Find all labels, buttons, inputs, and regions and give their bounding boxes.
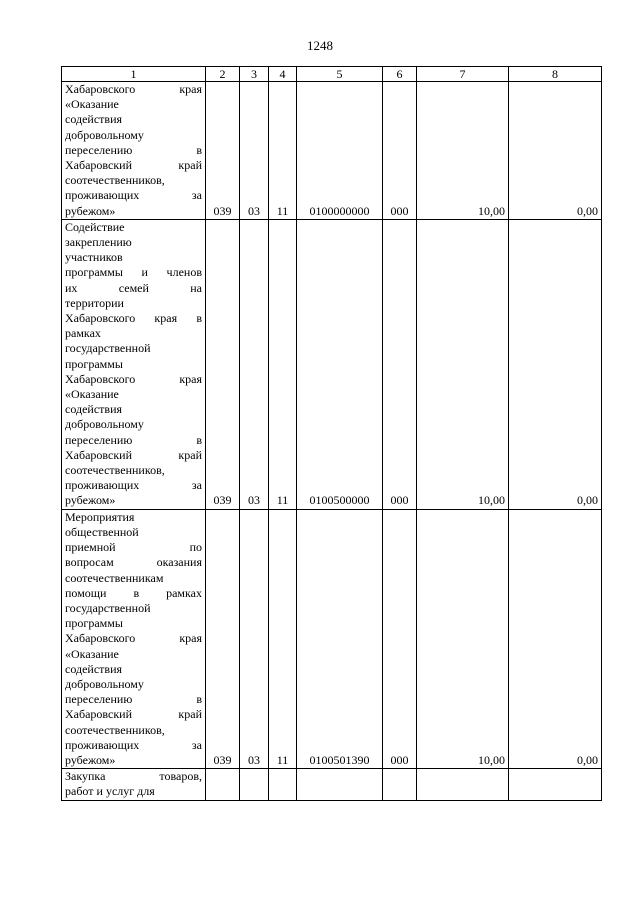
- row-name-line: Содействие: [65, 219, 125, 234]
- row-name-line: общественной: [65, 524, 139, 539]
- row-name-line: Хабаровского края: [65, 371, 202, 386]
- column-header-4: 4: [269, 67, 297, 82]
- row-name-line: проживающих за: [65, 478, 202, 493]
- row-name-line: рамках: [65, 326, 101, 341]
- row-name-line: добровольному: [65, 127, 144, 142]
- row-amount-1: 10,00: [417, 82, 509, 220]
- row-code-target: 0100000000: [297, 82, 383, 220]
- row-name-line: программы: [65, 616, 123, 631]
- row-name-cell: [62, 769, 206, 800]
- row-name-line: Закупка товаров,: [65, 769, 202, 784]
- row-name-lines: [65, 510, 202, 768]
- row-name-lines: [65, 769, 202, 799]
- row-name-line: Хабаровский край: [65, 447, 202, 462]
- row-name-line: помощи в рамках: [65, 585, 202, 600]
- row-name-line: проживающих за: [65, 737, 202, 752]
- row-code-target: 0100501390: [297, 509, 383, 768]
- row-name-line: рубежом»: [65, 493, 116, 508]
- column-header-2: 2: [206, 67, 240, 82]
- row-amount-1: 10,00: [417, 509, 509, 768]
- column-header-8: 8: [509, 67, 602, 82]
- row-empty-cell: [206, 769, 240, 800]
- row-code-subsection: 11: [269, 82, 297, 220]
- row-code-admin: 039: [206, 82, 240, 220]
- row-code-subsection: 11: [269, 509, 297, 768]
- row-name-line: переселению в: [65, 692, 202, 707]
- row-name-line: программы: [65, 356, 123, 371]
- row-code-section: 03: [240, 219, 269, 509]
- row-name-line: Хабаровский край: [65, 158, 202, 173]
- row-name-line: территории: [65, 295, 124, 310]
- column-header-1: 1: [62, 67, 206, 82]
- row-name-lines: [65, 220, 202, 509]
- row-name-line: проживающих за: [65, 188, 202, 203]
- row-name-line: закреплению: [65, 235, 132, 250]
- row-name-line: «Оказание: [65, 387, 119, 402]
- row-code-expense-type: 000: [383, 82, 417, 220]
- row-name-line: их семей на: [65, 280, 202, 295]
- row-name-line: добровольному: [65, 417, 144, 432]
- row-code-expense-type: 000: [383, 219, 417, 509]
- table-row: [62, 219, 602, 509]
- row-name-line: содействия: [65, 112, 123, 127]
- row-name-line: содействия: [65, 661, 123, 676]
- row-empty-cell: [417, 769, 509, 800]
- row-name-line: рубежом»: [65, 752, 116, 767]
- row-empty-cell: [297, 769, 383, 800]
- row-name-lines: [65, 82, 202, 219]
- row-amount-2: 0,00: [509, 509, 602, 768]
- row-name-line: государственной: [65, 600, 151, 615]
- row-amount-2: 0,00: [509, 82, 602, 220]
- page-number: 1248: [307, 38, 333, 53]
- row-name-line: вопросам оказания: [65, 555, 202, 570]
- column-header-7: 7: [417, 67, 509, 82]
- row-empty-cell: [509, 769, 602, 800]
- column-header-5: 5: [297, 67, 383, 82]
- row-code-subsection: 11: [269, 219, 297, 509]
- row-name-line: Хабаровский край: [65, 707, 202, 722]
- table-row: [62, 509, 602, 768]
- row-empty-cell: [383, 769, 417, 800]
- row-name-line: содействия: [65, 402, 123, 417]
- row-name-line: переселению в: [65, 432, 202, 447]
- column-header-6: 6: [383, 67, 417, 82]
- table-row: [62, 82, 602, 220]
- row-name-line: переселению в: [65, 142, 202, 157]
- column-header-3: 3: [240, 67, 269, 82]
- row-name-line: Хабаровского края в: [65, 311, 202, 326]
- row-code-section: 03: [240, 82, 269, 220]
- table-header-row: [62, 67, 602, 82]
- row-name-cell: [62, 82, 206, 220]
- row-name-line: соотечественников,: [65, 463, 165, 478]
- row-name-line: Мероприятия: [65, 509, 135, 524]
- row-name-line: «Оказание: [65, 646, 119, 661]
- row-name-line: добровольному: [65, 676, 144, 691]
- row-code-expense-type: 000: [383, 509, 417, 768]
- row-amount-2: 0,00: [509, 219, 602, 509]
- row-name-line: рубежом»: [65, 203, 116, 218]
- row-name-line: соотечественников,: [65, 722, 165, 737]
- budget-table: [61, 66, 602, 801]
- row-empty-cell: [240, 769, 269, 800]
- row-name-line: программы и членов: [65, 265, 202, 280]
- row-name-line: приемной по: [65, 540, 202, 555]
- table-row: [62, 769, 602, 800]
- row-empty-cell: [269, 769, 297, 800]
- row-name-line: Хабаровского края: [65, 82, 202, 96]
- row-code-admin: 039: [206, 219, 240, 509]
- row-name-line: «Оказание: [65, 97, 119, 112]
- row-name-cell: [62, 219, 206, 509]
- row-name-line: соотечественникам: [65, 570, 164, 585]
- row-name-line: государственной: [65, 341, 151, 356]
- row-code-section: 03: [240, 509, 269, 768]
- row-name-cell: [62, 509, 206, 768]
- row-code-admin: 039: [206, 509, 240, 768]
- row-name-line: соотечественников,: [65, 173, 165, 188]
- row-code-target: 0100500000: [297, 219, 383, 509]
- row-amount-1: 10,00: [417, 219, 509, 509]
- row-name-line: работ и услуг для: [65, 784, 155, 799]
- row-name-line: Хабаровского края: [65, 631, 202, 646]
- row-name-line: участников: [65, 250, 123, 265]
